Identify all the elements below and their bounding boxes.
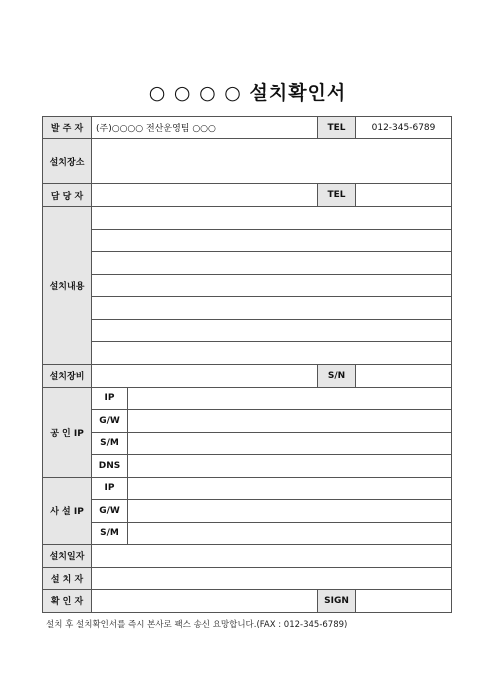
content-label: 설치내용 (43, 207, 92, 365)
content-line[interactable] (92, 274, 452, 297)
client-label: 발 주 자 (43, 117, 92, 139)
content-line[interactable] (92, 229, 452, 252)
public-gw-field-label: G/W (92, 410, 128, 433)
private-sm-field-label: S/M (92, 522, 128, 545)
row-private-sm (43, 522, 452, 545)
public-dns-field-value[interactable] (128, 455, 452, 478)
row-content-4 (43, 274, 452, 297)
row-content-1 (43, 207, 452, 230)
fax-instruction-note: 설치 후 설치확인서를 즉시 본사로 팩스 송신 요망합니다.(FAX : 012-345-6789) (46, 620, 348, 630)
install-date-label: 설치일자 (43, 545, 92, 568)
row-private-gw (43, 500, 452, 523)
row-public-ip (43, 387, 452, 410)
manager-label: 담 당 자 (43, 184, 92, 207)
manager-tel-value[interactable] (356, 184, 452, 207)
content-line[interactable] (92, 207, 452, 230)
confirmer-value[interactable] (92, 590, 318, 613)
row-client (43, 117, 452, 139)
client-tel-value[interactable]: 012-345-6789 (356, 117, 452, 139)
equipment-label: 설치장비 (43, 364, 92, 387)
serial-number-label: S/N (318, 364, 356, 387)
row-public-gw (43, 410, 452, 433)
location-label: 설치장소 (43, 139, 92, 184)
private-gw-field-value[interactable] (128, 500, 452, 523)
private-gw-field-label: G/W (92, 500, 128, 523)
row-equipment (43, 364, 452, 387)
public-ip-field-label: IP (92, 387, 128, 410)
private-ip-label: 사 설 IP (43, 477, 92, 545)
serial-number-value[interactable] (356, 364, 452, 387)
content-line[interactable] (92, 342, 452, 365)
sign-value[interactable] (356, 590, 452, 613)
row-content-5 (43, 297, 452, 320)
client-tel-label: TEL (318, 117, 356, 139)
row-public-dns (43, 455, 452, 478)
location-value[interactable] (92, 139, 452, 184)
install-date-value[interactable] (92, 545, 452, 568)
row-manager (43, 184, 452, 207)
equipment-value[interactable] (92, 364, 318, 387)
row-location (43, 139, 452, 184)
manager-value[interactable] (92, 184, 318, 207)
row-content-7 (43, 342, 452, 365)
installer-label: 설 치 자 (43, 567, 92, 590)
row-content-6 (43, 319, 452, 342)
row-content-3 (43, 252, 452, 275)
public-sm-field-label: S/M (92, 432, 128, 455)
client-value[interactable]: (주)○○○○ 전산운영팀 ○○○ (92, 117, 318, 139)
content-line[interactable] (92, 297, 452, 320)
installation-form-table (42, 116, 452, 613)
content-line[interactable] (92, 252, 452, 275)
row-content-2 (43, 229, 452, 252)
private-ip-field-value[interactable] (128, 477, 452, 500)
public-dns-field-label: DNS (92, 455, 128, 478)
public-gw-field-value[interactable] (128, 410, 452, 433)
row-confirmer (43, 590, 452, 613)
public-sm-field-value[interactable] (128, 432, 452, 455)
public-ip-label: 공 인 IP (43, 387, 92, 477)
row-private-ip (43, 477, 452, 500)
content-line[interactable] (92, 319, 452, 342)
public-ip-field-value[interactable] (128, 387, 452, 410)
row-public-sm (43, 432, 452, 455)
document-title: ○ ○ ○ ○ 설치확인서 (148, 82, 347, 104)
private-ip-field-label: IP (92, 477, 128, 500)
manager-tel-label: TEL (318, 184, 356, 207)
row-install-date (43, 545, 452, 568)
confirmer-label: 확 인 자 (43, 590, 92, 613)
private-sm-field-value[interactable] (128, 522, 452, 545)
row-installer (43, 567, 452, 590)
sign-label: SIGN (318, 590, 356, 613)
installer-value[interactable] (92, 567, 452, 590)
